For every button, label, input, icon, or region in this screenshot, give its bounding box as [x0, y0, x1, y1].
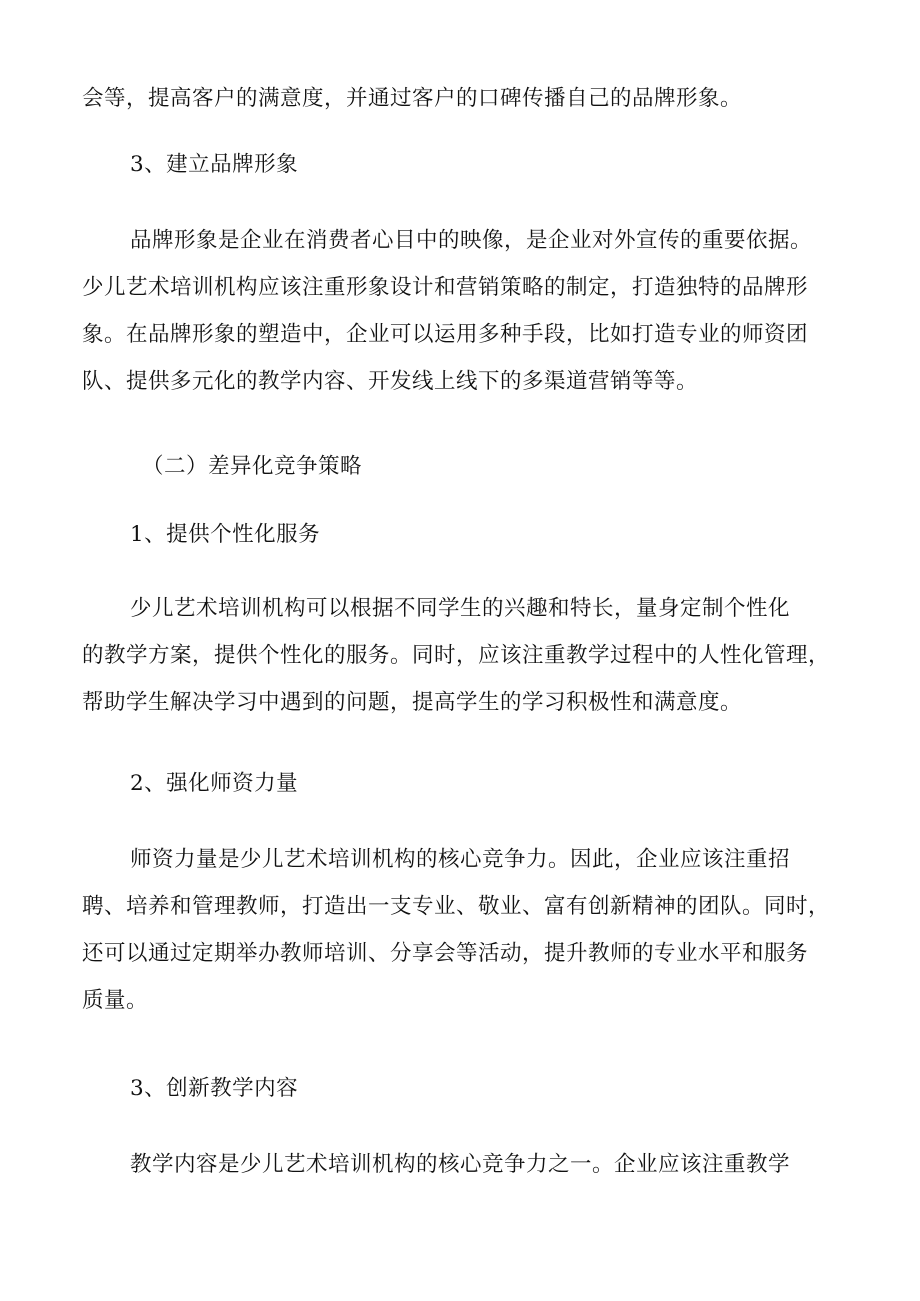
text-line: 师资力量是少儿艺术培训机构的核心竞争力。因此，企业应该注重招 — [130, 847, 791, 872]
paragraph-personalized-service — [82, 585, 838, 726]
heading-build-brand-image — [82, 141, 838, 188]
section-heading-differentiation — [82, 443, 838, 490]
text-line: 聘、培养和管理教师，打造出一支专业、敬业、富有创新精神的团队。同时， — [82, 894, 831, 919]
paragraph-continuation — [82, 75, 838, 122]
paragraph-teaching-staff — [82, 836, 838, 1024]
heading-text: 1、提供个性化服务 — [130, 522, 321, 547]
heading-text: 3、建立品牌形象 — [130, 152, 299, 177]
text-line: 质量。 — [82, 988, 149, 1013]
text-line: 队、提供多元化的教学内容、开发线上线下的多渠道营销等等。 — [82, 369, 699, 394]
section-heading-text: （二）差异化竞争策略 — [142, 454, 363, 479]
text-line: 的教学方案，提供个性化的服务。同时，应该注重教学过程中的人性化管理， — [82, 643, 831, 668]
text-line: 品牌形象是企业在消费者心目中的映像，是企业对外宣传的重要依据。 — [130, 228, 813, 253]
heading-text: 3、创新教学内容 — [130, 1076, 299, 1101]
text-line: 帮助学生解决学习中遇到的问题，提高学生的学习积极性和满意度。 — [82, 690, 743, 715]
text-line: 象。在品牌形象的塑造中，企业可以运用多种手段，比如打造专业的师资团 — [82, 322, 809, 347]
heading-innovative-content — [82, 1065, 838, 1112]
heading-teaching-staff — [82, 760, 838, 807]
text-line: 少儿艺术培训机构可以根据不同学生的兴趣和特长，量身定制个性化 — [130, 596, 791, 621]
paragraph-brand-image — [82, 217, 838, 405]
text-line: 会等，提高客户的满意度，并通过客户的口碑传播自己的品牌形象。 — [82, 86, 743, 111]
heading-text: 2、强化师资力量 — [130, 771, 299, 796]
heading-personalized-service — [82, 511, 838, 558]
text-line: 少儿艺术培训机构应该注重形象设计和营销策略的制定，打造独特的品牌形 — [82, 275, 809, 300]
text-line: 还可以通过定期举办教师培训、分享会等活动，提升教师的专业水平和服务 — [82, 941, 809, 966]
text-line: 教学内容是少儿艺术培训机构的核心竞争力之一。企业应该注重教学 — [130, 1152, 791, 1177]
paragraph-innovative-content — [82, 1141, 838, 1188]
